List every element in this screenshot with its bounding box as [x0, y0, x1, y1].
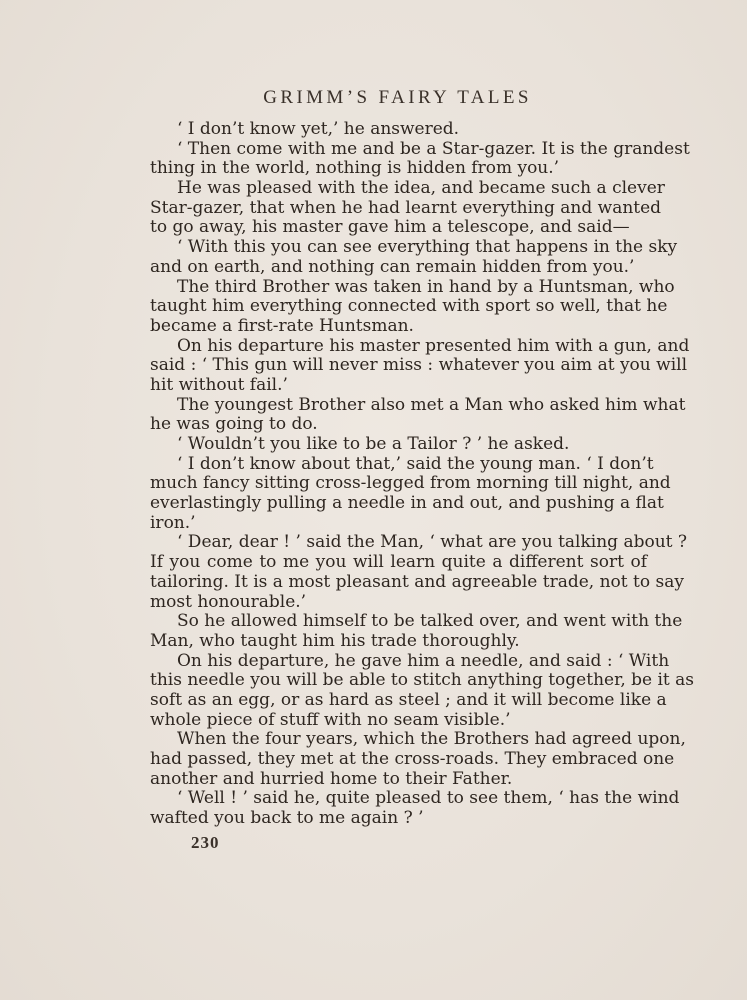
text-line: The third Brother was taken in hand by a Huntsman, who: [177, 276, 675, 297]
text-line: whole piece of stuff with no seam visible.’: [150, 709, 511, 730]
text-line: everlastingly pulling a needle in and out, and pushing a flat: [150, 493, 664, 514]
text-line: most honourable.’: [150, 591, 307, 612]
text-line: ‘ Then come with me and be a Star-gazer. It is the grandest: [177, 138, 690, 159]
text-line: ‘ With this you can see everything that happens in the sky: [177, 237, 678, 258]
text-line: much fancy sitting cross-legged from morning till night, and: [150, 473, 671, 494]
text-line: The youngest Brother also met a Man who asked him what: [177, 394, 686, 415]
text-line: Man, who taught him his trade thoroughly.: [150, 630, 520, 651]
text-line: If you come to me you will learn quite a different sort of: [150, 552, 647, 573]
text-line: ‘ Wouldn’t you like to be a Tailor ? ’ he asked.: [177, 434, 570, 454]
text-line: ‘ Dear, dear ! ’ said the Man, ‘ what are you talking about ?: [177, 532, 687, 553]
text-line: this needle you will be able to stitch anything together, be it as: [150, 670, 695, 691]
text-line: tailoring. It is a most pleasant and agreeable trade, not to say: [150, 571, 684, 592]
text-line: taught him everything connected with sport so well, that he: [150, 296, 668, 317]
text-line: and on earth, and nothing can remain hidden from you.’: [150, 256, 635, 277]
text-line: So he allowed himself to be talked over, and went with the: [177, 611, 683, 632]
text-line: wafted you back to me again ? ’: [150, 808, 424, 829]
text-line: another and hurried home to their Father.: [150, 768, 513, 789]
body-text: [150, 119, 695, 829]
text-line: thing in the world, nothing is hidden from you.’: [150, 158, 560, 179]
text-line: When the four years, which the Brothers had agreed upon,: [177, 729, 686, 750]
text-line: said : ‘ This gun will never miss : whatever you aim at you will: [150, 355, 688, 376]
text-line: iron.’: [150, 512, 196, 533]
text-line: became a first-rate Huntsman.: [150, 315, 414, 336]
text-line: On his departure his master presented him with a gun, and: [177, 335, 690, 356]
running-head: GRIMM’S FAIRY TALES: [263, 87, 532, 108]
text-line: hit without fail.’: [150, 374, 288, 395]
text-line: had passed, they met at the cross-roads. They embraced one: [150, 749, 675, 769]
text-line: Star-gazer, that when he had learnt everything and wanted: [150, 197, 662, 218]
text-line: He was pleased with the idea, and became such a clever: [177, 178, 665, 199]
text-line: ‘ I don’t know yet,’ he answered.: [177, 119, 460, 139]
text-line: he was going to do.: [150, 414, 318, 435]
text-line: On his departure, he gave him a needle, and said : ‘ With: [177, 650, 670, 671]
text-line: ‘ I don’t know about that,’ said the young man. ‘ I don’t: [177, 453, 654, 474]
page-number: 230: [191, 833, 220, 852]
text-line: to go away, his master gave him a telescope, and said—: [150, 217, 630, 238]
text-line: soft as an egg, or as hard as steel ; and it will become like a: [150, 689, 667, 710]
text-line: ‘ Well ! ’ said he, quite pleased to see them, ‘ has the wind: [177, 788, 680, 809]
